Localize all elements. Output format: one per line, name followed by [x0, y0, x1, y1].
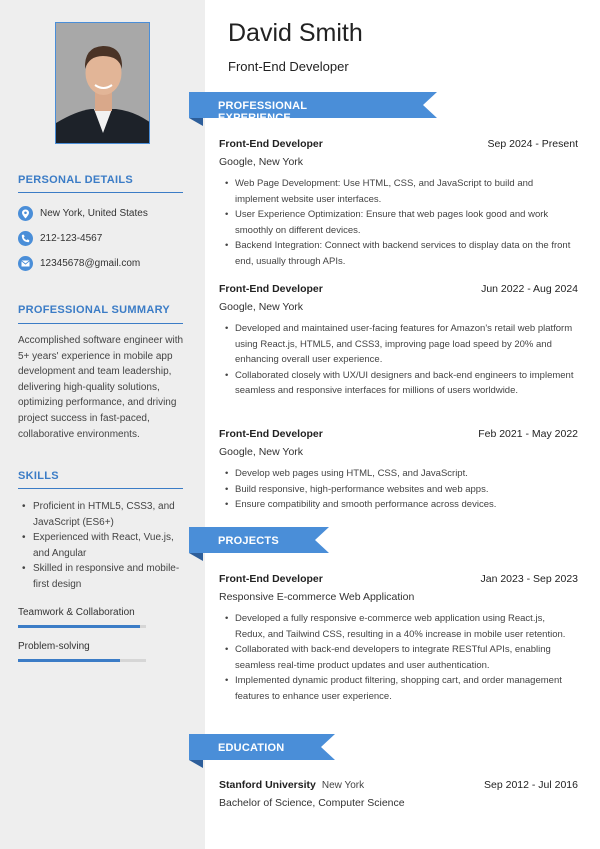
- project-dates: Jan 2023 - Sep 2023: [480, 573, 578, 585]
- phone-text: 212-123-4567: [40, 233, 103, 244]
- contact-phone: [18, 231, 102, 246]
- list-item: • Develop web pages using HTML, CSS, and JavaScript.: [225, 466, 577, 482]
- job-bullets: [225, 466, 577, 513]
- ribbon-shape: [189, 734, 339, 774]
- job-dates: Feb 2021 - May 2022: [478, 428, 578, 440]
- professional-summary-heading: PROFESSIONAL SUMMARY: [18, 304, 171, 316]
- job-title: Front-End Developer: [219, 283, 323, 295]
- project-name: Responsive E-commerce Web Application: [219, 591, 415, 603]
- project-bullets: [225, 611, 577, 704]
- job-title: Front-End Developer: [219, 428, 323, 440]
- skill-bar-label: Teamwork & Collaboration: [18, 607, 135, 618]
- list-item: • Collaborated closely with UX/UI designers and back-end engineers to implement seamless and responsive interfaces for millions of users worldwide.: [225, 368, 577, 399]
- skill-bar-label: Problem-solving: [18, 641, 90, 652]
- list-item: • Developed a fully responsive e-commerce web application using React.js, Redux, and Tailwind CSS, resulting in a 40% increase in mobile user retention.: [225, 611, 577, 642]
- skill-bar: [18, 625, 146, 628]
- section-title: PROJECTS: [218, 535, 279, 547]
- job-title: Front-End Developer: [219, 138, 323, 150]
- job-company: Google, New York: [219, 156, 304, 168]
- education-dates: Sep 2012 - Jul 2016: [484, 779, 578, 791]
- list-item: • User Experience Optimization: Ensure that web pages look good and work smoothly on different devices.: [225, 207, 577, 238]
- email-icon: [18, 256, 33, 271]
- skill-bar-fill: [18, 659, 120, 662]
- section-title: PROFESSIONAL EXPERIENCE: [218, 100, 307, 124]
- job-company: Google, New York: [219, 301, 304, 313]
- section-divider: [18, 192, 183, 193]
- list-item: • Developed and maintained user-facing features for Amazon's retail web platform using React.js, HTML5, and CSS3, improving page load speed by 20% and enhancing overall user experience.: [225, 321, 577, 368]
- education-degree: Bachelor of Science, Computer Science: [219, 797, 405, 809]
- list-item: • Ensure compatibility and smooth performance across devices.: [225, 497, 577, 513]
- profile-photo: [55, 22, 150, 144]
- list-item: • Proficient in HTML5, CSS3, and JavaScript (ES6+): [22, 499, 184, 530]
- job-bullets: [225, 321, 577, 399]
- list-item: • Implemented dynamic product filtering, shopping cart, and order management features to enhance user experience.: [225, 673, 577, 704]
- skill-bar-fill: [18, 625, 140, 628]
- list-item: • Experienced with React, Vue.js, and Angular: [22, 530, 184, 561]
- personal-details-heading: PERSONAL DETAILS: [18, 174, 134, 186]
- skill-bar: [18, 659, 146, 662]
- job-dates: Sep 2024 - Present: [487, 138, 578, 150]
- section-title: EDUCATION: [218, 742, 285, 754]
- list-item: • Web Page Development: Use HTML, CSS, and JavaScript to build and implement website user interfaces.: [225, 176, 577, 207]
- school-location: New York: [321, 780, 365, 791]
- job-company: Google, New York: [219, 446, 304, 458]
- list-item: • Build responsive, high-performance websites and web apps.: [225, 482, 577, 498]
- job-bullets: [225, 176, 577, 269]
- contact-location: [18, 206, 148, 221]
- section-divider: [18, 323, 183, 324]
- education-school: [219, 779, 364, 791]
- candidate-role: Front-End Developer: [228, 59, 349, 74]
- project-role: Front-End Developer: [219, 573, 323, 585]
- school-name: Stanford University: [219, 779, 316, 791]
- contact-email: [18, 256, 140, 271]
- location-text: New York, United States: [40, 208, 148, 219]
- location-pin-icon: [18, 206, 33, 221]
- summary-text: Accomplished software engineer with 5+ years' experience in mobile app development and team leadership, delivering high-quality solutions, optimizing performance, and driving project success in fast-paced, collaborative environments.: [18, 335, 184, 440]
- list-item: • Backend Integration: Connect with backend services to display data on the front end, usually through APIs.: [225, 238, 577, 269]
- email-text: 12345678@gmail.com: [40, 258, 141, 269]
- list-item: • Collaborated with back-end developers to integrate RESTful APIs, enabling seamless real-time product updates and user authentication.: [225, 642, 577, 673]
- candidate-name: David Smith: [228, 19, 363, 47]
- phone-icon: [18, 231, 33, 246]
- ribbon-shape: [189, 527, 339, 567]
- section-divider: [18, 488, 183, 489]
- list-item: • Skilled in responsive and mobile-first design: [22, 561, 184, 592]
- skills-list: [22, 499, 184, 592]
- skills-heading: SKILLS: [18, 470, 59, 482]
- job-dates: Jun 2022 - Aug 2024: [481, 283, 578, 295]
